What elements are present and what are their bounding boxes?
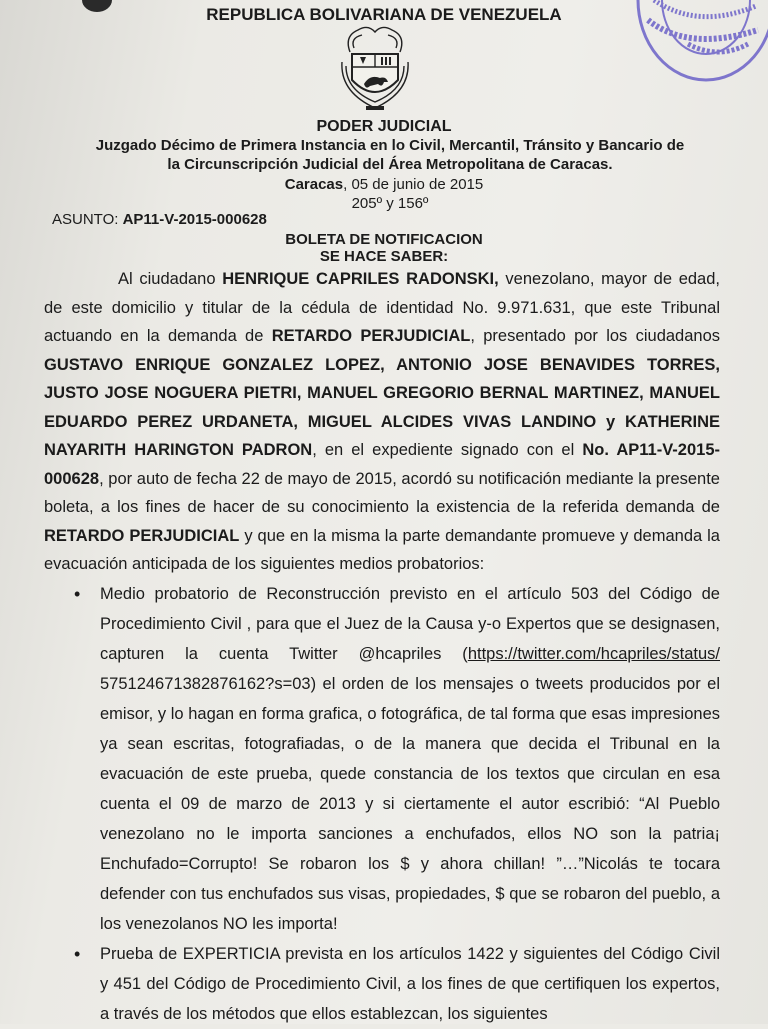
republic-heading: REPUBLICA BOLIVARIANA DE VENEZUELA bbox=[206, 5, 562, 24]
judicial-power-heading: PODER JUDICIAL bbox=[316, 118, 452, 135]
notification-body bbox=[44, 265, 720, 1029]
evidence-item-expert-report: • Prueba de EXPERTICIA prevista en los artículos 1422 y siguientes del Código Civil y 451 del Código de Procedimiento Civil, a los fines de que certifiquen los expertos, a través de los métodos que ellos establezcan, los siguientes bbox=[100, 939, 720, 1029]
case-type: RETARDO PERJUDICIAL bbox=[44, 526, 240, 545]
body-text-segment: y que en la misma la parte demandante promueve y demanda la evacuación anticipada de los siguientes medios probatorios: bbox=[44, 526, 720, 573]
bullet-text-segment: Medio probatorio de Reconstrucción previsto en el artículo 503 del Código de Procedimiento Civil , para que el Juez de la Causa y-o Expertos que se designasen, capturen la cuenta Twitter @hcapriles ( bbox=[100, 584, 720, 663]
body-text-segment: venezolano, mayor de edad, de este domicilio y titular de la cédula de identidad No. 9.971.631, que este Tribunal actuando en la demanda de bbox=[44, 270, 720, 345]
body-text-segment: , por auto de fecha 22 de mayo de 2015, acordó su notificación mediante la presente boleta, a los fines de hacer de su conocimiento la existencia de la referida demanda de bbox=[44, 469, 720, 516]
body-text-segment: , presentado por los ciudadanos bbox=[470, 327, 720, 345]
file-number: No. AP11-V-2015-000628 bbox=[44, 441, 720, 488]
court-name-line-1: Juzgado Décimo de Primera Instancia en lo Civil, Mercantil, Tránsito y Bancario de bbox=[95, 137, 685, 154]
recipient-name: HENRIQUE CAPRILES RADONSKI, bbox=[222, 270, 499, 288]
court-name-line-2: la Circunscripción Judicial del Área Metropolitana de Caracas. bbox=[167, 156, 613, 173]
date-city: Caracas bbox=[284, 176, 344, 193]
bullet-text-segment: 575124671382876162?s=03) el orden de los mensajes o tweets producidos por el emisor, y lo hagan en forma grafica, o fotográfica, de tal forma que esas impresiones ya sean escritas, fotografiadas, o de la manera que decida el Tribunal en la evacuación de este prueba, quede constancia de los textos que circulan en esa cuenta el 09 de marzo de 2013 y si ciertamente el autor escribió: “Al Pueblo venezolano no le importa sanciones a enchufados, ellos NO son la patria¡ Enchufado=Corrupto! Se robaron los $ y ahora chillan! ”…”Nicolás te tocara defender con tus enchufados sus visas, propiedades, $ que se robaron del pueblo, a los venezolanos NO les importa! bbox=[100, 674, 720, 933]
evidence-item-reconstruction bbox=[100, 579, 720, 939]
case-label: ASUNTO: bbox=[52, 211, 123, 228]
document-title: BOLETA DE NOTIFICACION bbox=[285, 231, 483, 248]
evidence-list bbox=[44, 579, 720, 1029]
case-reference bbox=[52, 211, 267, 228]
revolution-years: 205º y 156º bbox=[351, 195, 429, 212]
body-text-segment: , en el expediente signado con el bbox=[312, 441, 583, 459]
venezuela-coat-of-arms-icon bbox=[338, 22, 412, 114]
plaintiffs-list: GUSTAVO ENRIQUE GONZALEZ LOPEZ, ANTONIO JOSE BENAVIDES TORRES, JUSTO JOSE NOGUERA PIETRI, MANUEL GREGORIO BERNAL MARTINEZ, MANUEL EDUARDO PEREZ URDANETA, MIGUEL ALCIDES VIVAS LANDINO y KATHERINE NAYARITH HARINGTON PADRON bbox=[44, 355, 720, 459]
case-number: AP11-V-2015-000628 bbox=[122, 211, 267, 228]
date-text: , 05 de junio de 2015 bbox=[343, 176, 484, 193]
court-name bbox=[40, 136, 740, 174]
document-date bbox=[0, 176, 768, 193]
notification-paragraph bbox=[44, 265, 720, 579]
case-type: RETARDO PERJUDICIAL bbox=[271, 327, 471, 345]
document-subtitle: SE HACE SABER: bbox=[319, 248, 449, 265]
twitter-status-link: https://twitter.com/hcapriles/status/ bbox=[467, 644, 720, 663]
body-text-segment: Al ciudadano bbox=[118, 270, 223, 288]
